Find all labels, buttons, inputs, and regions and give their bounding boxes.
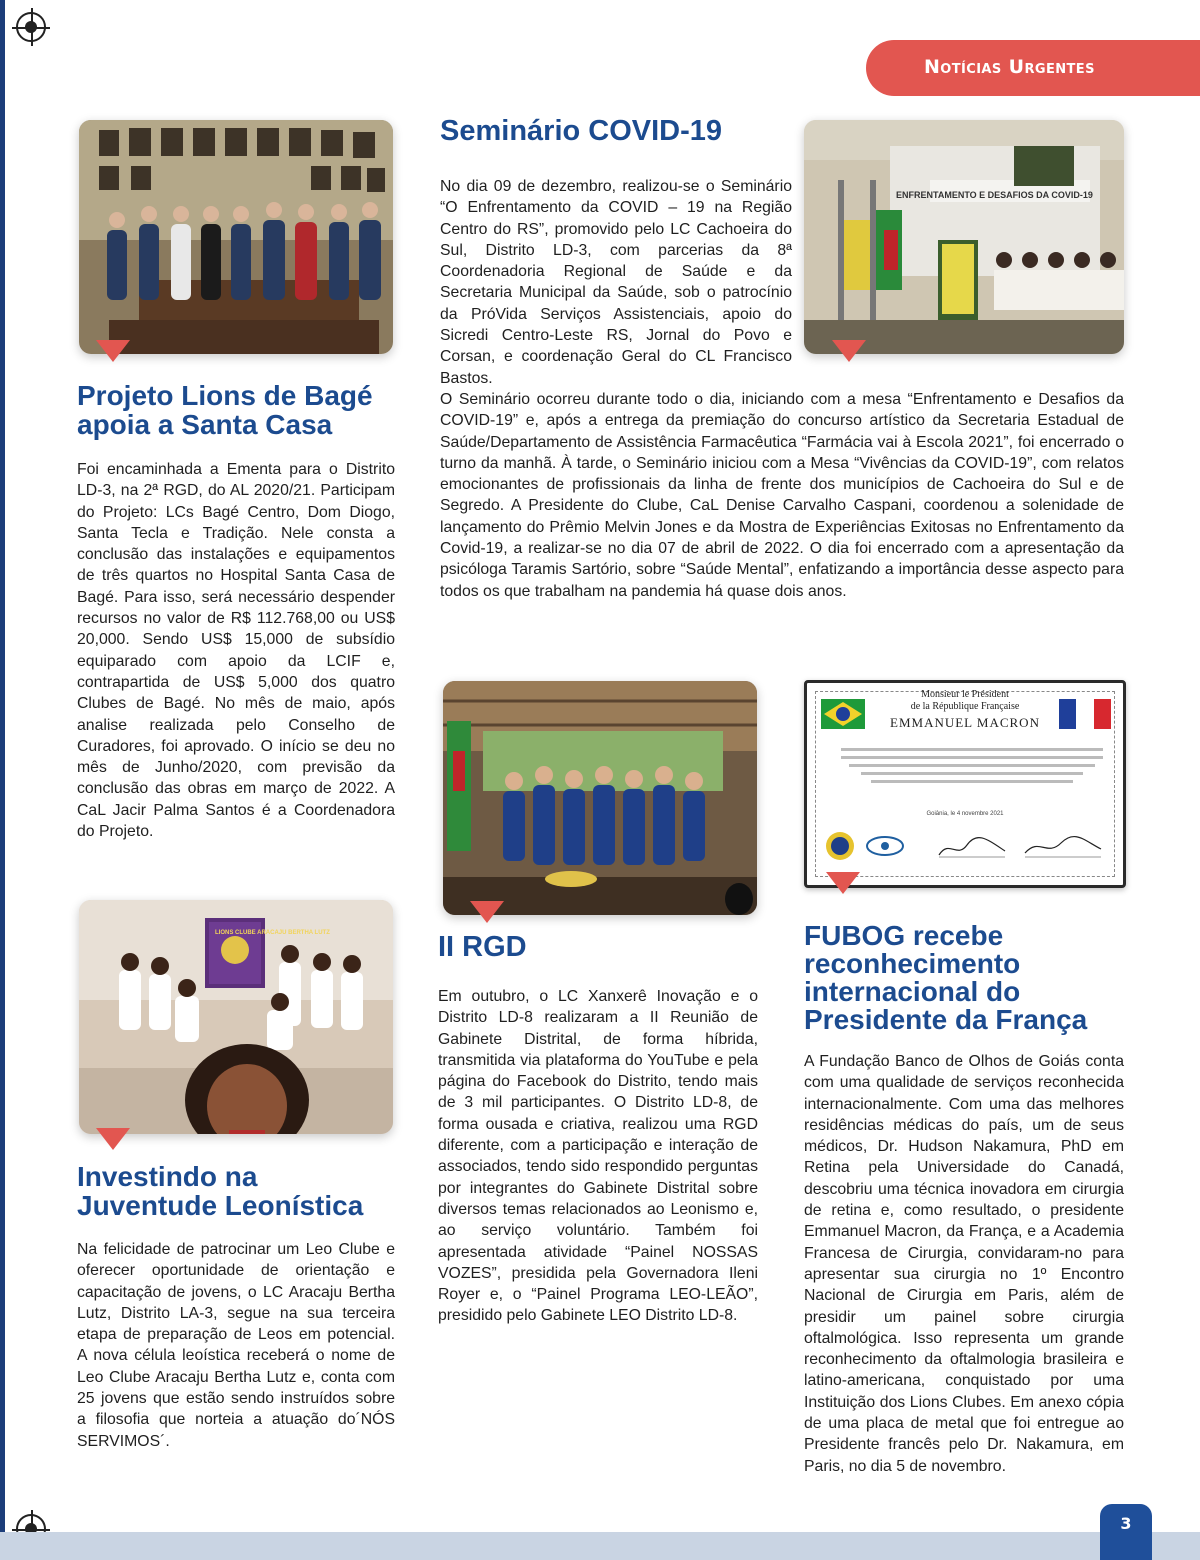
bage-headline: Projeto Lions de Bagé apoia a Santa Casa bbox=[77, 380, 373, 440]
bage-para: Foi encaminhada a Ementa para o Distrito LD-3, na 2ª RGD, do AL 2020/21. Participam do Projeto: LCs Bagé Centro, Dom Diogo, Santa Tecla e Tradição. Nele consta a conclusão das instalações e equipamentos de três quartos no Hospital Santa Casa de Bagé. Para isso, será necessário despender recursos no valor de R$ 112.768,00 ou US$ 20,000. Sendo US$ 15,000 de subsídio equiparado com apoio da LCIF e, contrapartida de US$ 5,000 dos quatro Clubes de Bagé. No mês de maio, após analise realizada pelo Conselho de Curadores, foi aprovado. O início se deu no mês de Junho/2020, com previsão da conclusão das obras em março de 2022. A CaL Jacir Palma Santos é a Coordenadora do Projeto. bbox=[77, 461, 395, 841]
lions-logo-icon bbox=[825, 831, 855, 861]
photo-rgd-group bbox=[443, 681, 757, 915]
covid-para-1: No dia 09 de dezembro, realizou-se o Seminário “O Enfrentamento da COVID – 19 na Região Centro do RS”, promovido pelo LC Cachoeira do Sul, Distrito LD-3, com parcerias da 8ª Coordenadoria Regional de Saúde e da Secretaria Municipal da Saúde, sob o patrocínio da PróVida Serviços Assistenciais, apoio do Sicredi Centro-Leste RS, Jornal do Povo e Corsan, e coordenação Geral do CL Francisco Bastos. bbox=[440, 178, 792, 387]
rgd-headline: II RGD bbox=[438, 931, 527, 963]
photo-pointer bbox=[470, 901, 504, 923]
certificate-line-2: de la République Française bbox=[910, 701, 1020, 712]
photo-pointer bbox=[826, 872, 860, 894]
leo-banner-text: LIONS CLUBE ARACAJU BERTHA LUTZ bbox=[215, 930, 330, 936]
left-edge-bar bbox=[0, 0, 5, 1560]
juventude-body bbox=[77, 1239, 395, 1452]
page-number: 3 bbox=[1100, 1504, 1152, 1560]
covid-headline: Seminário COVID-19 bbox=[440, 115, 723, 147]
covid-body-intro bbox=[440, 176, 792, 389]
juventude-para: Na felicidade de patrocinar um Leo Clube e oferecer oportunidade de orientação e capacitação de jovens, o LC Aracaju Bertha Lutz, Distrito LA-3, segue na sua terceira etapa de preparação de Leos em potencial. A nova célula leoística receberá o nome de Leo Clube Aracaju Bertha Lutz e, conta com 25 jovens que estão sendo instruídos sobre a filosofia que norteia a atuação do´NÓS SERVIMOS´. bbox=[77, 1241, 395, 1450]
rgd-body bbox=[438, 986, 758, 1327]
photo-pointer bbox=[96, 1128, 130, 1150]
fubog-body bbox=[804, 1051, 1124, 1477]
photo-pointer bbox=[96, 340, 130, 362]
photo-leo-youth bbox=[79, 900, 393, 1134]
signature-icon bbox=[937, 835, 1007, 861]
section-label: Notícias Urgentes bbox=[924, 56, 1095, 78]
rgd-para: Em outubro, o LC Xanxerê Inovação e o Distrito LD-8 realizaram a II Reunião de Gabinete Distrital, de forma híbrida, transmitida via plataforma do YouTube e pela página do Facebook do Distrito, tendo mais de 3 mil participantes. O Distrito LD-8, de forma ousada e criativa, realizou uma RGD diferente, com a participação e interação de associados, tendo sido respondido perguntas por integrantes do Gabinete Distrital sobre diversos temas relacionados ao Leonismo e, ao serviço voluntário. Também foi apresentada atividade “Painel NOSSAS VOZES”, presidida pela Governadora Ileni Royer e, o “Painel Programa LEO-LEÃO”, presidido pelo Gabinete LEO Distrito LD-8. bbox=[438, 988, 758, 1325]
section-tab bbox=[866, 40, 1200, 96]
photo-bage-group bbox=[79, 120, 393, 354]
fubog-headline: FUBOG recebe reconhecimento internacional do Presidente da França bbox=[804, 920, 1088, 1035]
covid-body-cont bbox=[440, 389, 1124, 602]
bage-body bbox=[77, 459, 395, 842]
covid-banner-text: ENFRENTAMENTO E DESAFIOS DA COVID-19 bbox=[896, 190, 1093, 200]
eye-bank-logo-icon bbox=[865, 835, 905, 857]
fubog-para: A Fundação Banco de Olhos de Goiás conta com uma qualidade de serviços reconhecida internacionalmente. Com uma das melhores residências médicas do país, um de seus médicos, Dr. Hudson Nakamura, PhD em Retina pela Universidade do Canadá, descobriu uma técnica inovadora em cirurgia de retina e, como resultado, o presidente Emmanuel Macron, da França, e a Academia Francesa de Cirurgia, convidaram-no para apresentar sua cirurgia no 1º Encontro Nacional de Cirurgia em Paris, além de presidir um painel sobre cirurgia oftalmológica. Isso representa um grande reconhecimento da oftalmologia brasileira e latino-americana, conquistado por uma Instituição dos Lions Clubes. Em anexo cópia de uma placa de metal que foi entregue ao Presidente francês pelo Dr. Nakamura, em Paris, no dia 5 de novembro. bbox=[804, 1053, 1124, 1475]
certificate-fineprint bbox=[841, 743, 1103, 788]
certificate-date: Goiânia, le 4 novembre 2021 bbox=[926, 811, 1004, 817]
registration-mark-icon bbox=[16, 12, 46, 42]
covid-para-2: O Seminário ocorreu durante todo o dia, iniciando com a mesa “Enfrentamento e Desafios da COVID-19” e, após a entrega da premiação do concurso artístico da Secretaria Estadual de Saúde/Departamento de Assistência Farmacêutica “Farmácia vai à Escola 2021”, foi encerrado o turno da manhã. À tarde, o Seminário iniciou com a Mesa “Vivências da COVID-19”, com relatos emocionantes de profissionais da linha de frente dos municípios de Cachoeira do Sul e de Segredo. A Presidente do Clube, CaL Denise Carvalho Caspani, coordenou a solenidade de lançamento do Prêmio Melvin Jones e da Mostra de Experiências Exitosas no Enfrentamento da Covid-19, a realizar-se no dia 07 de abril de 2022. O dia foi encerrado com a apresentação da psicóloga Taramis Sartório, sobre “Saúde Mental”, enfatizando a importância desse aspecto para todos os que trabalham na pandemia há quase dois anos. bbox=[440, 391, 1124, 600]
footer-strip bbox=[0, 1532, 1200, 1560]
photo-macron-certificate bbox=[804, 680, 1126, 888]
juventude-headline: Investindo na Juventude Leonística bbox=[77, 1161, 364, 1221]
certificate-heading bbox=[807, 689, 1123, 713]
photo-pointer bbox=[832, 340, 866, 362]
certificate-name: EMMANUEL MACRON bbox=[890, 715, 1040, 730]
photo-covid-seminar bbox=[804, 120, 1124, 354]
certificate-line-1: Monsieur le Président bbox=[921, 689, 1009, 700]
signature-icon bbox=[1021, 835, 1105, 861]
